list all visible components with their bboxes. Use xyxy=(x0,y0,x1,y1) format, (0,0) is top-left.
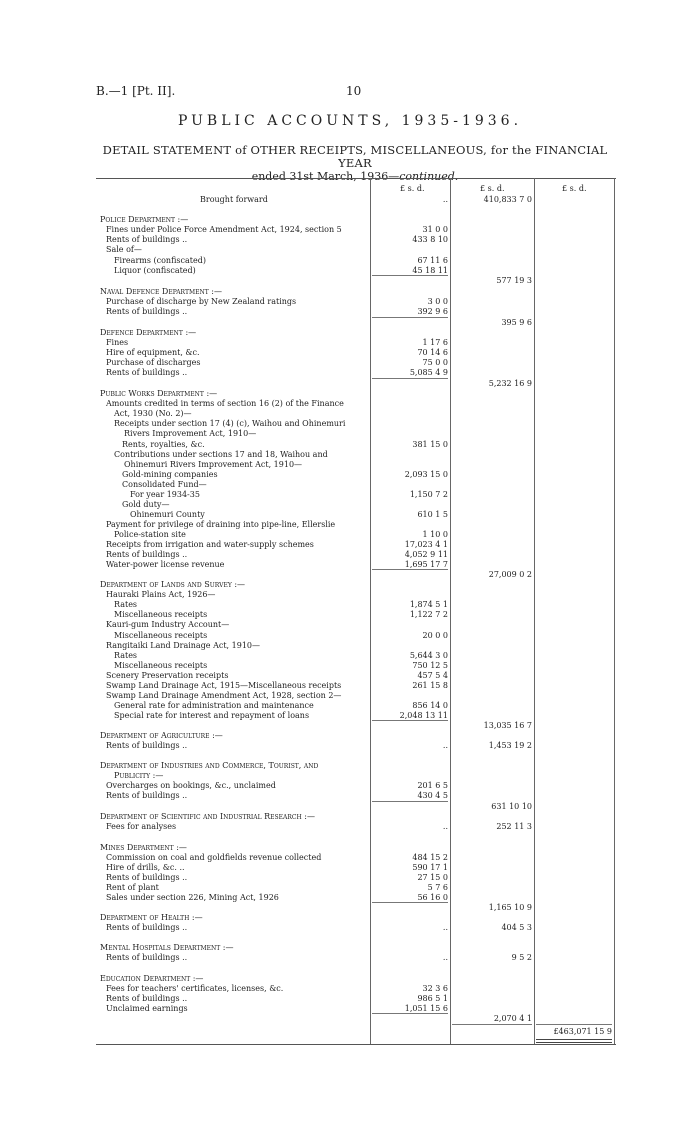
amount-c1: 986 5 1 xyxy=(417,994,448,1003)
table-row xyxy=(0,490,700,500)
table-row xyxy=(0,297,700,307)
amount-c2: 27,009 0 2 xyxy=(488,570,532,579)
table-row xyxy=(0,480,700,490)
row-label: Rents of buildings .. xyxy=(106,235,188,244)
table-row xyxy=(0,1027,700,1037)
row-label: Rents of buildings .. xyxy=(106,873,188,882)
table-row xyxy=(0,470,700,480)
amount-c1: 1,874 5 1 xyxy=(409,600,448,609)
amount-c1: 392 9 6 xyxy=(417,307,448,316)
row-label: Swamp Land Drainage Amendment Act, 1928, section 2— xyxy=(106,691,342,700)
row-label: Contributions under sections 17 and 18, Waihou and xyxy=(114,450,328,459)
amount-c1: 430 4 5 xyxy=(417,791,448,800)
amount-c2: 252 11 3 xyxy=(496,822,532,831)
table-row xyxy=(0,368,700,378)
table-row xyxy=(0,500,700,510)
row-label: Scenery Preservation receipts xyxy=(106,671,229,680)
row-label: Rangitaiki Land Drainage Act, 1910— xyxy=(106,641,261,650)
section-heading: Department of Agriculture :— xyxy=(100,731,223,740)
table-row xyxy=(0,791,700,801)
amount-c1: 45 18 11 xyxy=(412,266,448,275)
amount-c1: .. xyxy=(442,923,448,932)
row-label: Gold-mining companies xyxy=(122,470,218,479)
section-heading-row xyxy=(0,943,700,953)
row-label: Fees for analyses xyxy=(106,822,177,831)
row-label: Hauraki Plains Act, 1926— xyxy=(106,590,216,599)
amount-c1: .. xyxy=(442,741,448,750)
table-row xyxy=(0,358,700,368)
section-heading-row xyxy=(0,389,700,399)
table-row xyxy=(0,741,700,751)
table-row xyxy=(0,721,700,731)
table-row xyxy=(0,460,700,470)
section-heading-row xyxy=(0,771,700,781)
amount-c1: 5 7 6 xyxy=(427,883,448,892)
table-row xyxy=(0,570,700,580)
row-label: Fines xyxy=(106,338,129,347)
statement-title-date: ended 31st March, 1936— xyxy=(251,170,400,183)
amount-c1: 1,695 17 7 xyxy=(404,560,448,569)
row-label: Special rate for interest and repayment of loans xyxy=(114,711,310,720)
section-heading: Mental Hospitals Department :— xyxy=(100,943,234,952)
table-row xyxy=(0,307,700,317)
table-row xyxy=(0,701,700,711)
table-row xyxy=(0,419,700,429)
subtotal-rule xyxy=(372,317,448,318)
amount-c1: 56 16 0 xyxy=(417,893,448,902)
amount-c2: 13,035 16 7 xyxy=(483,721,532,730)
table-row xyxy=(0,379,700,389)
amount-c2: 631 10 10 xyxy=(491,802,532,811)
table-row xyxy=(0,853,700,863)
row-label: Rents of buildings .. xyxy=(106,741,188,750)
table-row xyxy=(0,338,700,348)
table-row xyxy=(0,530,700,540)
table-row xyxy=(0,256,700,266)
section-heading: Department of Lands and Survey :— xyxy=(100,580,246,589)
row-label: Rates xyxy=(114,651,138,660)
section-heading: Police Department :— xyxy=(100,215,189,224)
amount-c1: 67 11 6 xyxy=(417,256,448,265)
row-label: Fines under Police Force Amendment Act, 1924, section 5 xyxy=(106,225,342,234)
amount-c1: 610 1 5 xyxy=(417,510,448,519)
section-heading: Education Department :— xyxy=(100,974,204,983)
table-row xyxy=(0,610,700,620)
table-row xyxy=(0,883,700,893)
section-heading-row xyxy=(0,974,700,984)
column-heading-1: £ s. d. xyxy=(400,184,425,193)
page-title: PUBLIC ACCOUNTS, 1935-1936. xyxy=(177,113,523,129)
page-number: 10 xyxy=(346,84,362,98)
table-row xyxy=(0,450,700,460)
row-label: Sale of— xyxy=(106,245,142,254)
amount-c3: £463,071 15 9 xyxy=(553,1027,612,1036)
table-row xyxy=(0,802,700,812)
table-row xyxy=(0,681,700,691)
amount-c1: 457 5 4 xyxy=(417,671,448,680)
amount-c1: 1,122 7 2 xyxy=(409,610,448,619)
amount-c1: .. xyxy=(442,195,448,204)
amount-c2: 9 5 2 xyxy=(511,953,532,962)
table-top-rule xyxy=(96,178,616,179)
row-label: Fees for teachers' certificates, licenses, &c. xyxy=(106,984,284,993)
amount-c2: 577 19 3 xyxy=(496,276,532,285)
amount-c1: 433 8 10 xyxy=(412,235,448,244)
row-label: Firearms (confiscated) xyxy=(114,256,206,265)
section-heading: Department of Health :— xyxy=(100,913,203,922)
document-reference: B.—1 [Pt. II]. xyxy=(96,84,176,98)
statement-title-line-1: DETAIL STATEMENT of OTHER RECEIPTS, MISCELLANEOUS, for the FINANCIAL YEAR xyxy=(102,143,608,170)
row-label: Gold duty— xyxy=(122,500,170,509)
column-2-total-rule xyxy=(452,1024,532,1025)
amount-c2: 1,165 10 9 xyxy=(488,903,532,912)
amount-c1: 484 15 2 xyxy=(412,853,448,862)
row-label: Hire of equipment, &c. xyxy=(106,348,200,357)
row-label: Purchase of discharge by New Zealand ratings xyxy=(106,297,297,306)
table-row xyxy=(0,540,700,550)
row-label: Act, 1930 (No. 2)— xyxy=(114,409,192,418)
table-row xyxy=(0,1014,700,1024)
row-label: Rents of buildings .. xyxy=(106,307,188,316)
amount-c1: 70 14 6 xyxy=(417,348,448,357)
row-label: Rents, royalties, &c. xyxy=(122,440,205,449)
table-row xyxy=(0,863,700,873)
amount-c1: 381 15 0 xyxy=(412,440,448,449)
row-label: Kauri-gum Industry Account— xyxy=(106,620,230,629)
row-label: Miscellaneous receipts xyxy=(114,661,208,670)
table-row xyxy=(0,671,700,681)
amount-c2: 395 9 6 xyxy=(501,318,532,327)
row-label: Swamp Land Drainage Act, 1915—Miscellaneous receipts xyxy=(106,681,342,690)
amount-c1: 590 17 1 xyxy=(412,863,448,872)
amount-c1: 17,023 4 1 xyxy=(404,540,448,549)
row-label: Rates xyxy=(114,600,138,609)
subtotal-rule xyxy=(372,1013,448,1014)
column-heading-3: £ s. d. xyxy=(562,184,587,193)
amount-c1: 856 14 0 xyxy=(412,701,448,710)
row-label: Rent of plant xyxy=(106,883,159,892)
table-row xyxy=(0,873,700,883)
amount-c1: 27 15 0 xyxy=(417,873,448,882)
row-label: Water-power license revenue xyxy=(106,560,225,569)
amount-c1: 1 17 6 xyxy=(422,338,448,347)
row-label: Receipts under section 17 (4) (c), Waihou and Ohinemuri xyxy=(114,419,346,428)
subtotal-rule xyxy=(372,378,448,379)
table-row xyxy=(0,691,700,701)
amount-c1: 1 10 0 xyxy=(422,530,448,539)
amount-c1: 5,644 3 0 xyxy=(409,651,448,660)
table-row xyxy=(0,661,700,671)
row-label: Purchase of discharges xyxy=(106,358,201,367)
grand-total-double-rule xyxy=(536,1039,612,1043)
amount-c1: 4,052 9 11 xyxy=(404,550,448,559)
table-row xyxy=(0,651,700,661)
row-label: For year 1934-35 xyxy=(130,490,200,499)
section-heading: Public Works Department :— xyxy=(100,389,218,398)
table-row xyxy=(0,440,700,450)
table-row xyxy=(0,235,700,245)
row-label: Rents of buildings .. xyxy=(106,550,188,559)
section-heading-row xyxy=(0,761,700,771)
subtotal-rule xyxy=(372,801,448,802)
table-row xyxy=(0,641,700,651)
table-row xyxy=(0,276,700,286)
amount-c1: 20 0 0 xyxy=(422,631,448,640)
amount-c1: 261 15 8 xyxy=(412,681,448,690)
section-heading: Publicity :— xyxy=(114,771,164,780)
section-heading-row xyxy=(0,580,700,590)
table-row xyxy=(0,590,700,600)
section-heading-row xyxy=(0,328,700,338)
amount-c1: 75 0 0 xyxy=(422,358,448,367)
section-heading-row xyxy=(0,913,700,923)
statement-title-continued: continued. xyxy=(399,170,459,183)
row-label: Unclaimed earnings xyxy=(106,1004,188,1013)
row-label: Ohinemuri Rivers Improvement Act, 1910— xyxy=(124,460,303,469)
amount-c1: 2,093 15 0 xyxy=(404,470,448,479)
amount-c1: 201 6 5 xyxy=(417,781,448,790)
section-heading-row xyxy=(0,812,700,822)
amount-c1: 3 0 0 xyxy=(427,297,448,306)
row-label: Liquor (confiscated) xyxy=(114,266,196,275)
table-row xyxy=(0,225,700,235)
amount-c2: 410,833 7 0 xyxy=(483,195,532,204)
table-row xyxy=(0,953,700,963)
table-row xyxy=(0,348,700,358)
amount-c1: 1,051 15 6 xyxy=(404,1004,448,1013)
row-label: Commission on coal and goldfields revenue collected xyxy=(106,853,322,862)
column-heading-2: £ s. d. xyxy=(480,184,505,193)
row-label: Overcharges on bookings, &c., unclaimed xyxy=(106,781,276,790)
table-row xyxy=(0,781,700,791)
amount-c2: 404 5 3 xyxy=(501,923,532,932)
row-label: Amounts credited in terms of section 16 (2) of the Finance xyxy=(106,399,344,408)
section-heading-row xyxy=(0,731,700,741)
amount-c1: 31 0 0 xyxy=(422,225,448,234)
table-bottom-rule xyxy=(96,1044,616,1045)
grand-total-top-rule xyxy=(536,1024,612,1025)
section-heading: Mines Department :— xyxy=(100,843,187,852)
table-row xyxy=(0,409,700,419)
table-row xyxy=(0,560,700,570)
amount-c1: .. xyxy=(442,953,448,962)
row-label: Police-station site xyxy=(114,530,186,539)
amount-c1: .. xyxy=(442,822,448,831)
row-label: General rate for administration and maintenance xyxy=(114,701,314,710)
section-heading: Defence Department :— xyxy=(100,328,197,337)
row-label: Rents of buildings .. xyxy=(106,368,188,377)
table-row xyxy=(0,893,700,903)
row-label: Brought forward xyxy=(200,195,268,204)
table-row xyxy=(0,923,700,933)
amount-c1: 2,048 13 11 xyxy=(399,711,448,720)
table-row xyxy=(0,903,700,913)
section-heading: Naval Defence Department :— xyxy=(100,287,222,296)
row-label: Consolidated Fund— xyxy=(122,480,207,489)
table-row xyxy=(0,399,700,409)
table-row xyxy=(0,994,700,1004)
row-label: Rents of buildings .. xyxy=(106,791,188,800)
row-label: Sales under section 226, Mining Act, 1926 xyxy=(106,893,279,902)
subtotal-rule xyxy=(372,275,448,276)
subtotal-rule xyxy=(372,902,448,903)
table-row xyxy=(0,510,700,520)
row-label: Hire of drills, &c. .. xyxy=(106,863,185,872)
row-label: Rents of buildings .. xyxy=(106,994,188,1003)
amount-c1: 5,085 4 9 xyxy=(409,368,448,377)
table-row xyxy=(0,631,700,641)
statement-title-line-2 xyxy=(90,170,620,183)
row-label: Rivers Improvement Act, 1910— xyxy=(124,429,257,438)
amount-c2: 5,232 16 9 xyxy=(488,379,532,388)
row-label: Miscellaneous receipts xyxy=(114,610,208,619)
subtotal-rule xyxy=(372,569,448,570)
table-row xyxy=(0,822,700,832)
section-heading: Department of Industries and Commerce, Tourist, and xyxy=(100,761,319,770)
section-heading-row xyxy=(0,287,700,297)
table-row xyxy=(0,195,700,205)
table-row xyxy=(0,1004,700,1014)
section-heading-row xyxy=(0,215,700,225)
row-label: Rents of buildings .. xyxy=(106,923,188,932)
row-label: Miscellaneous receipts xyxy=(114,631,208,640)
table-row xyxy=(0,984,700,994)
table-row xyxy=(0,620,700,630)
table-row xyxy=(0,318,700,328)
row-label: Ohinemuri County xyxy=(130,510,205,519)
row-label: Receipts from irrigation and water-supply schemes xyxy=(106,540,314,549)
table-row xyxy=(0,429,700,439)
table-row xyxy=(0,266,700,276)
section-heading-row xyxy=(0,843,700,853)
amount-c1: 32 3 6 xyxy=(422,984,448,993)
row-label: Rents of buildings .. xyxy=(106,953,188,962)
table-row xyxy=(0,245,700,255)
row-label: Payment for privilege of draining into pipe-line, Ellerslie xyxy=(106,520,336,529)
amount-c2: 2,070 4 1 xyxy=(493,1014,532,1023)
table-row xyxy=(0,600,700,610)
amount-c1: 750 12 5 xyxy=(412,661,448,670)
subtotal-rule xyxy=(372,720,448,721)
table-row xyxy=(0,550,700,560)
amount-c2: 1,453 19 2 xyxy=(488,741,532,750)
table-row xyxy=(0,520,700,530)
table-row xyxy=(0,711,700,721)
section-heading: Department of Scientific and Industrial Research :— xyxy=(100,812,315,821)
amount-c1: 1,150 7 2 xyxy=(409,490,448,499)
